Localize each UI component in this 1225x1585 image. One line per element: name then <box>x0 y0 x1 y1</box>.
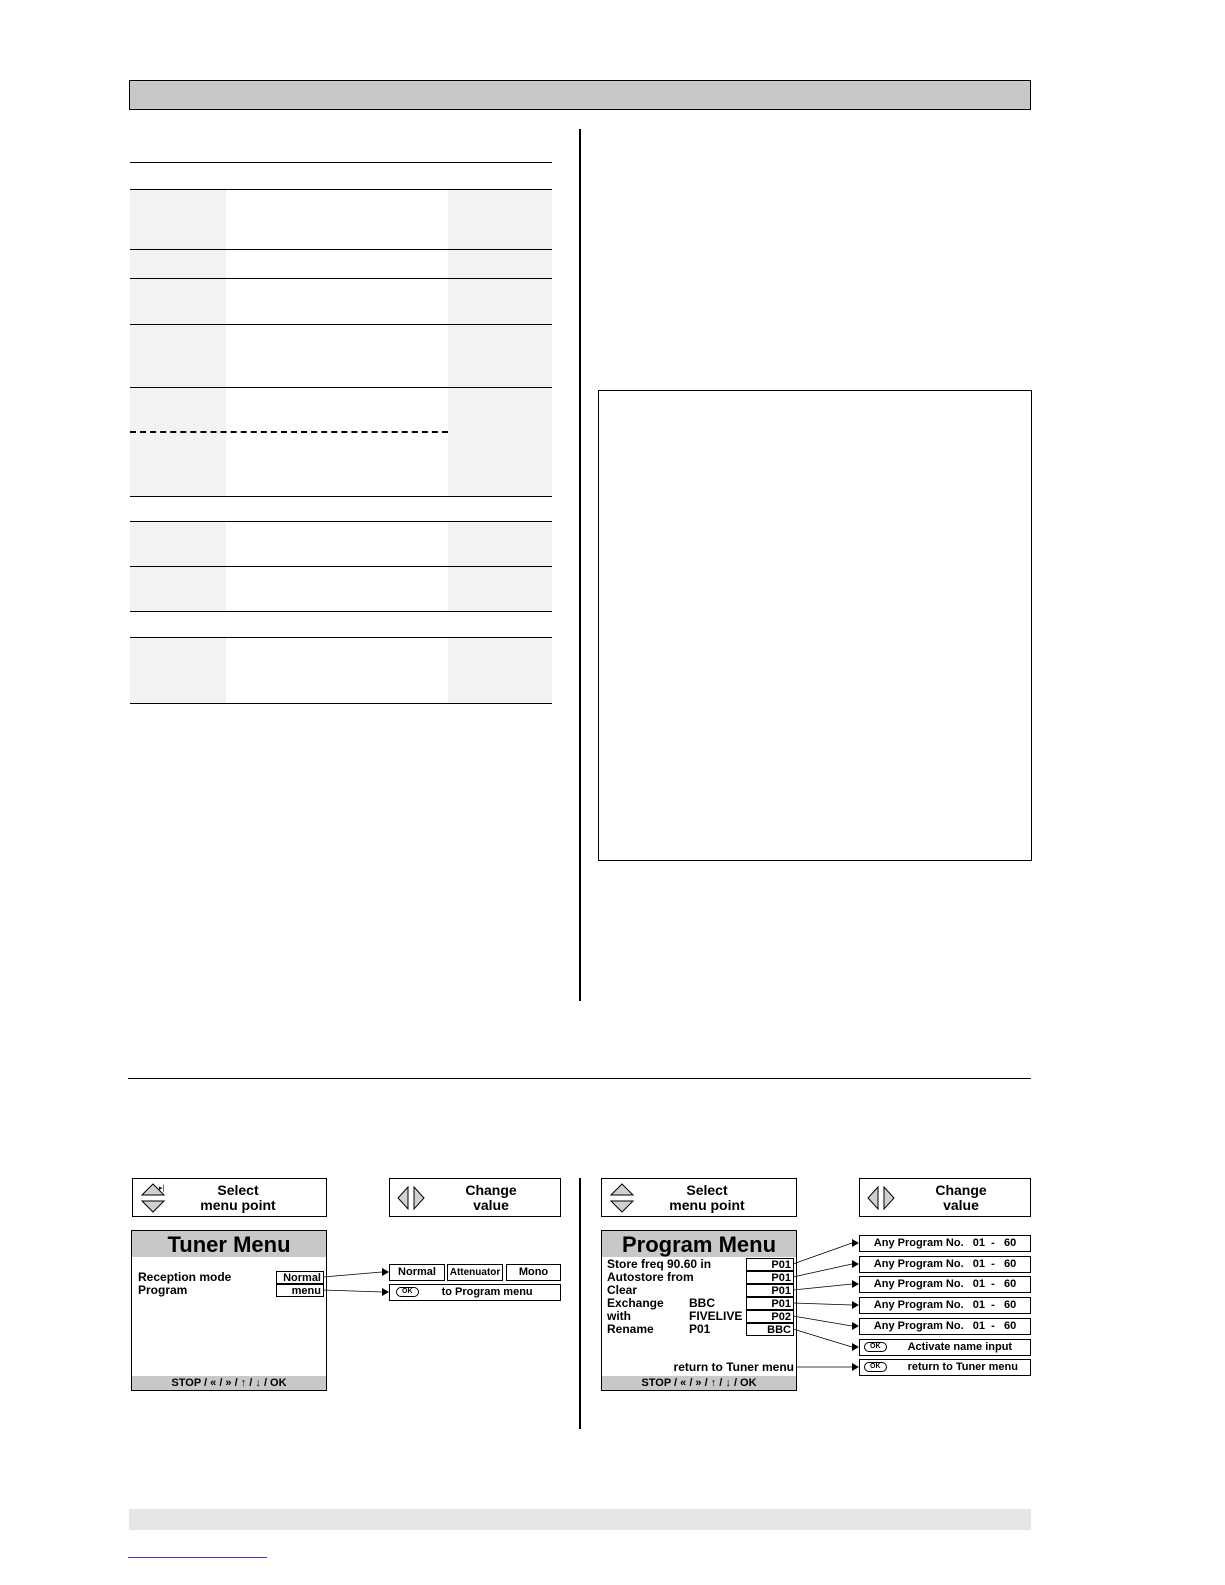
result-program-range: Any Program No. 01 - 60 <box>859 1256 1031 1273</box>
reception-mode-label: Reception mode <box>138 1270 232 1284</box>
program-value[interactable]: menu <box>276 1284 324 1297</box>
program-menu-title: Program Menu <box>602 1231 796 1257</box>
with-value[interactable]: P02 <box>746 1310 794 1323</box>
program-menu-footer: STOP / « / » / ↑ / ↓ / OK <box>602 1376 796 1390</box>
result-program-range: Any Program No. 01 - 60 <box>859 1318 1031 1335</box>
select-label-1: Select <box>686 1182 728 1198</box>
exchange-station: BBC <box>689 1296 715 1310</box>
rename-program: P01 <box>689 1322 711 1336</box>
ok-key-icon: OK <box>396 1287 419 1297</box>
footer-link-underline <box>128 1557 267 1558</box>
option-attenuator[interactable]: Attenuator <box>447 1264 503 1281</box>
reception-mode-value[interactable]: Normal <box>276 1271 324 1284</box>
select-label-2: menu point <box>200 1197 276 1213</box>
svg-text:▸|: ▸| <box>159 1184 165 1192</box>
select-label-1: Select <box>217 1182 259 1198</box>
option-mono[interactable]: Mono <box>506 1264 561 1281</box>
change-label-1: Change <box>935 1182 987 1198</box>
ok-key-icon: OK <box>864 1362 887 1372</box>
exchange-label: Exchange <box>607 1296 664 1310</box>
tuner-menu-footer: STOP / « / » / ↑ / ↓ / OK <box>132 1376 326 1390</box>
return-to-tuner-label[interactable]: return to Tuner menu <box>673 1360 794 1374</box>
select-label-2: menu point <box>669 1197 745 1213</box>
tuner-menu-title: Tuner Menu <box>132 1231 326 1257</box>
rename-label: Rename <box>607 1322 654 1336</box>
option-normal[interactable]: Normal <box>389 1264 445 1281</box>
clear-label: Clear <box>607 1283 638 1297</box>
result-program-range: Any Program No. 01 - 60 <box>859 1276 1031 1293</box>
program-label: Program <box>138 1283 188 1297</box>
rename-value[interactable]: BBC <box>746 1323 794 1336</box>
autostore-label: Autostore from <box>607 1270 694 1284</box>
change-label-2: value <box>943 1197 979 1213</box>
store-freq-label: Store freq 90.60 in <box>607 1257 712 1271</box>
return-result-text: return to Tuner menu <box>907 1361 1018 1373</box>
store-freq-value[interactable]: P01 <box>746 1258 794 1271</box>
with-station: FIVELIVE <box>689 1309 743 1323</box>
exchange-value[interactable]: P01 <box>746 1297 794 1310</box>
autostore-value[interactable]: P01 <box>746 1271 794 1284</box>
clear-value[interactable]: P01 <box>746 1284 794 1297</box>
to-program-text: to Program menu <box>441 1286 533 1298</box>
change-label-2: value <box>473 1197 509 1213</box>
activate-text: Activate name input <box>907 1341 1013 1353</box>
change-label-1: Change <box>465 1182 517 1198</box>
ok-key-icon: OK <box>864 1342 887 1352</box>
result-program-range: Any Program No. 01 - 60 <box>859 1297 1031 1314</box>
page-footer-bar <box>129 1509 1031 1530</box>
with-label: with <box>607 1309 631 1323</box>
result-program-range: Any Program No. 01 - 60 <box>859 1235 1031 1252</box>
